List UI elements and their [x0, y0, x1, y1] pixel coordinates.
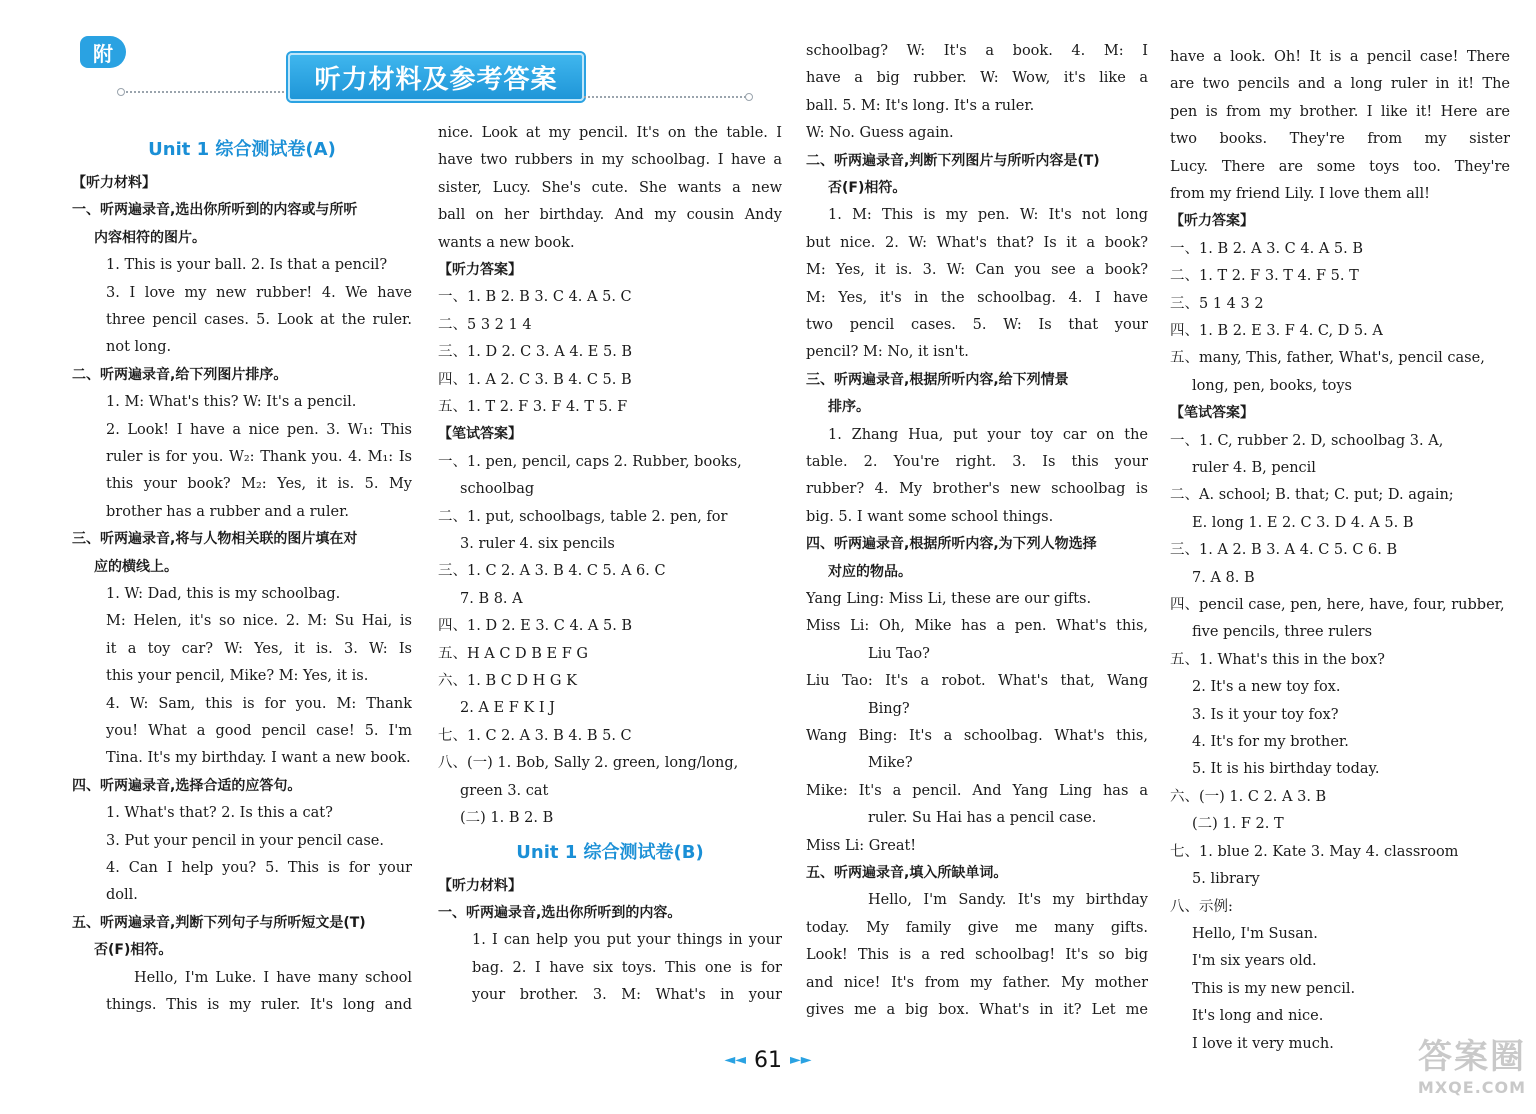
text-line: 1. M: This is my pen. W: It's not long	[828, 207, 1148, 224]
text-line: 五、many, This, father, What's, pencil case,	[1170, 350, 1485, 367]
dotted-rule-left	[122, 91, 288, 93]
text-line: 八、示例:	[1170, 898, 1233, 915]
text-line: 3. Put your pencil in your pencil case.	[106, 832, 384, 849]
text-line: nice. Look at my pencil. It's on the table. I	[438, 125, 782, 141]
question-heading: 三、听两遍录音,根据所听内容,给下列情景	[806, 371, 1069, 388]
column-3	[806, 38, 1148, 1024]
column-2	[438, 120, 782, 1009]
subsection-heading: 【听力材料】	[438, 877, 522, 894]
text-line: 1. W: Dad, this is my schoolbag.	[106, 586, 341, 603]
subsection-heading: 【听力答案】	[1170, 213, 1254, 230]
text-line: 六、(一) 1. C 2. A 3. B	[1170, 788, 1327, 805]
question-heading: 一、听两遍录音,选出你所听到的内容。	[438, 904, 682, 921]
text-line: Miss Li: Oh, Mike has a pen. What's this,	[806, 618, 1148, 635]
text-line: 1. What's that? 2. Is this a cat?	[106, 805, 333, 822]
text-line: you! What a good pencil case! 5. I'm	[106, 723, 412, 739]
text-line: 六、1. B C D H G K	[438, 673, 577, 690]
text-line: 四、1. D 2. E 3. C 4. A 5. B	[438, 618, 633, 635]
text-line: 四、1. A 2. C 3. B 4. C 5. B	[438, 371, 632, 388]
text-line: this your pencil, Mike? M: Yes, it is.	[106, 668, 369, 685]
text-line: long, pen, books, toys	[1192, 377, 1353, 394]
question-heading: 一、听两遍录音,选出你所听到的内容或与所听	[72, 202, 358, 219]
section-title: Unit 1 综合测试卷(A)	[148, 139, 336, 160]
text-line: schoolbag	[460, 481, 535, 498]
text-line: but nice. 2. W: What's that? Is it a book?	[806, 234, 1148, 251]
subsection-heading: 【笔试答案】	[438, 426, 522, 443]
text-line: 1. Zhang Hua, put your toy car on the	[828, 426, 1148, 443]
prev-page-arrows: ◄◄	[724, 1052, 746, 1068]
dotted-rule-right-end	[745, 93, 753, 101]
text-line: This is my new pencil.	[1192, 980, 1356, 997]
text-line: 一、1. B 2. A 3. C 4. A 5. B	[1170, 240, 1364, 257]
text-line: today. My family give me many gifts.	[806, 919, 1148, 936]
text-line: 二、1. put, schoolbags, table 2. pen, for	[438, 508, 728, 525]
text-line: 四、1. B 2. E 3. F 4. C, D 5. A	[1170, 322, 1383, 339]
question-heading: 排序。	[828, 399, 870, 416]
text-line: gives me a big box. What's in it? Let me	[806, 1001, 1148, 1018]
question-heading: 否(F)相符。	[828, 180, 907, 196]
text-line: 七、1. C 2. A 3. B 4. B 5. C	[438, 727, 632, 744]
text-line: two books. They're from my sister	[1170, 131, 1510, 148]
subsection-heading: 【听力答案】	[438, 261, 522, 278]
text-line: ruler is for you. W₂: Thank you. 4. M₁: Is	[106, 449, 412, 466]
text-line: from my friend Lily. I love them all!	[1170, 185, 1431, 202]
text-line: M: Yes, it is. 3. W: Can you see a book?	[806, 262, 1148, 279]
question-heading: 四、听两遍录音,根据所听内容,为下列人物选择	[806, 536, 1097, 553]
text-line: (二) 1. F 2. T	[1192, 816, 1284, 833]
question-heading: 内容相符的图片。	[94, 229, 206, 246]
text-line: 八、(一) 1. Bob, Sally 2. green, long/long,	[438, 755, 739, 772]
page-footer	[0, 1044, 1536, 1076]
text-line: 5. It is his birthday today.	[1192, 761, 1380, 778]
text-line: 三、5 1 4 3 2	[1170, 295, 1264, 312]
text-line: W: No. Guess again.	[806, 125, 954, 142]
text-line: not long.	[106, 339, 172, 356]
next-page-arrows: ►►	[790, 1052, 812, 1068]
text-line: 五、1. What's this in the box?	[1170, 651, 1385, 668]
text-line: Liu Tao: It's a robot. What's that, Wang	[806, 673, 1148, 690]
text-line: M: Yes, it's in the schoolbag. 4. I have	[806, 289, 1148, 306]
text-line: 1. M: What's this? W: It's a pencil.	[106, 394, 357, 411]
text-line: ruler 4. B, pencil	[1192, 460, 1316, 477]
text-line: 3. ruler 4. six pencils	[460, 536, 615, 553]
text-line: 五、1. T 2. F 3. F 4. T 5. F	[438, 399, 628, 415]
text-line: Mike: It's a pencil. And Yang Ling has a	[806, 782, 1148, 799]
text-line: 2. Look! I have a nice pen. 3. W₁: This	[106, 421, 412, 438]
text-line: big. 5. I want some school things.	[806, 508, 1054, 525]
text-line: ruler. Su Hai has a pencil case.	[868, 810, 1097, 827]
subsection-heading: 【听力材料】	[72, 175, 156, 191]
text-line: 1. This is your ball. 2. Is that a pencil?	[106, 257, 388, 274]
dotted-rule-left-end	[117, 88, 125, 96]
text-line: pen is from my brother. I like it! Here are	[1170, 103, 1510, 120]
text-line: 3. I love my new rubber! 4. We have	[106, 284, 412, 301]
text-line: rubber? 4. My brother's new schoolbag is	[806, 481, 1148, 498]
text-line: Hello, I'm Luke. I have many school	[134, 969, 412, 986]
text-line: 5. library	[1192, 871, 1260, 888]
text-line: schoolbag? W: It's a book. 4. M: I	[806, 43, 1148, 59]
question-heading: 应的横线上。	[94, 558, 178, 575]
text-line: M: Helen, it's so nice. 2. M: Su Hai, is	[106, 613, 412, 630]
question-heading: 二、听两遍录音,判断下列图片与所听内容是(T)	[806, 152, 1100, 169]
text-line: Bing?	[868, 700, 910, 717]
column-4	[1170, 44, 1510, 1058]
text-line: 4. It's for my brother.	[1192, 734, 1349, 751]
watermark-logo	[1416, 1036, 1528, 1104]
text-line: doll.	[106, 887, 138, 904]
text-line: 2. A E F K I J	[460, 700, 555, 717]
text-line: 7. B 8. A	[460, 590, 523, 607]
text-line: have a look. Oh! It is a pencil case! There	[1170, 49, 1510, 65]
text-line: and nice! It's from my father. My mother	[806, 974, 1148, 991]
text-line: 7. A 8. B	[1192, 569, 1255, 586]
text-line: 三、1. C 2. A 3. B 4. C 5. A 6. C	[438, 563, 666, 580]
question-heading: 三、听两遍录音,将与人物相关联的图片填在对	[72, 531, 358, 548]
text-line: 二、1. T 2. F 3. T 4. F 5. T	[1170, 268, 1359, 285]
text-line: Look! This is a red schoolbag! It's so big	[806, 947, 1148, 964]
text-line: E. long 1. E 2. C 3. D 4. A 5. B	[1192, 514, 1414, 531]
text-line: it a toy car? W: Yes, it is. 3. W: Is	[106, 640, 412, 657]
text-line: I'm six years old.	[1192, 953, 1317, 970]
column-1	[72, 130, 412, 1019]
text-line: 4. W: Sam, this is for you. M: Thank	[106, 695, 412, 712]
appendix-tag: 附	[80, 36, 126, 68]
text-line: bag. 2. I have six toys. This one is for	[472, 959, 782, 976]
question-heading: 四、听两遍录音,选择合适的应答句。	[72, 777, 302, 794]
text-line: 2. It's a new toy fox.	[1192, 679, 1341, 696]
text-line: ball. 5. M: It's long. It's a ruler.	[806, 97, 1035, 114]
text-line: 1. I can help you put your things in your	[472, 932, 782, 949]
text-line: five pencils, three rulers	[1192, 624, 1373, 641]
text-line: 一、1. B 2. B 3. C 4. A 5. C	[438, 289, 632, 306]
text-line: 四、pencil case, pen, here, have, four, rubber,	[1170, 597, 1505, 614]
text-line: 4. Can I help you? 5. This is for your	[106, 860, 412, 877]
text-line: sister, Lucy. She's cute. She wants a new	[438, 179, 782, 196]
text-line: Hello, I'm Sandy. It's my birthday	[868, 892, 1148, 909]
text-line: wants a new book.	[438, 234, 575, 251]
text-line: table. 2. You're right. 3. Is this your	[806, 453, 1148, 470]
text-line: this your book? M₂: Yes, it is. 5. My	[106, 476, 412, 493]
text-line: Yang Ling: Miss Li, these are our gifts.	[806, 590, 1092, 607]
text-line: green 3. cat	[460, 782, 549, 799]
text-line: 七、1. blue 2. Kate 3. May 4. classroom	[1170, 843, 1459, 860]
text-line: brother has a rubber and a ruler.	[106, 503, 350, 520]
text-line: (二) 1. B 2. B	[460, 810, 554, 827]
text-line: Liu Tao?	[868, 645, 930, 662]
text-line: 五、H A C D B E F G	[438, 645, 588, 662]
dotted-rule-right	[584, 96, 746, 98]
text-line: things. This is my ruler. It's long and	[106, 997, 412, 1014]
text-line: 一、1. pen, pencil, caps 2. Rubber, books,	[438, 453, 742, 470]
text-line: two pencil cases. 5. W: Is that your	[806, 316, 1148, 333]
text-line: Hello, I'm Susan.	[1192, 925, 1318, 942]
text-line: Miss Li: Great!	[806, 837, 917, 854]
text-line: 二、A. school; B. that; C. put; D. again;	[1170, 487, 1454, 504]
text-line: 一、1. C, rubber 2. D, schoolbag 3. A,	[1170, 432, 1444, 449]
text-line: your brother. 3. M: What's in your	[472, 987, 782, 1004]
text-line: I love it very much.	[1192, 1035, 1334, 1052]
text-line: are two pencils and a long ruler in it! The	[1170, 76, 1510, 93]
title-banner: 听力材料及参考答案	[288, 53, 584, 101]
subsection-heading: 【笔试答案】	[1170, 405, 1254, 422]
question-heading: 否(F)相符。	[94, 942, 173, 959]
text-line: It's long and nice.	[1192, 1008, 1324, 1025]
text-line: Lucy. There are some toys too. They're	[1170, 158, 1510, 175]
question-heading: 五、听两遍录音,填入所缺单词。	[806, 864, 1008, 881]
text-line: three pencil cases. 5. Look at the ruler.	[106, 312, 412, 329]
text-line: pencil? M: No, it isn't.	[806, 344, 969, 361]
text-line: Tina. It's my birthday. I want a new book.	[106, 750, 411, 767]
text-line: ball on her birthday. And my cousin Andy	[438, 207, 782, 224]
watermark-text: 答案圈	[1418, 1037, 1526, 1077]
question-heading: 对应的物品。	[828, 563, 912, 580]
question-heading: 二、听两遍录音,给下列图片排序。	[72, 366, 288, 383]
text-line: 二、5 3 2 1 4	[438, 316, 532, 333]
text-line: 三、1. A 2. B 3. A 4. C 5. C 6. B	[1170, 542, 1398, 559]
text-line: 3. Is it your toy fox?	[1192, 706, 1339, 723]
question-heading: 五、听两遍录音,判断下列句子与所听短文是(T)	[72, 914, 366, 931]
watermark-url: MXQE.COM	[1417, 1078, 1527, 1097]
page-number: 61	[754, 1047, 782, 1073]
text-line: Mike?	[868, 755, 913, 772]
text-line: 三、1. D 2. C 3. A 4. E 5. B	[438, 344, 633, 361]
text-line: Wang Bing: It's a schoolbag. What's this,	[806, 727, 1148, 744]
text-line: have two rubbers in my schoolbag. I have a	[438, 152, 782, 169]
section-title: Unit 1 综合测试卷(B)	[516, 841, 704, 863]
text-line: have a big rubber. W: Wow, it's like a	[806, 70, 1148, 87]
